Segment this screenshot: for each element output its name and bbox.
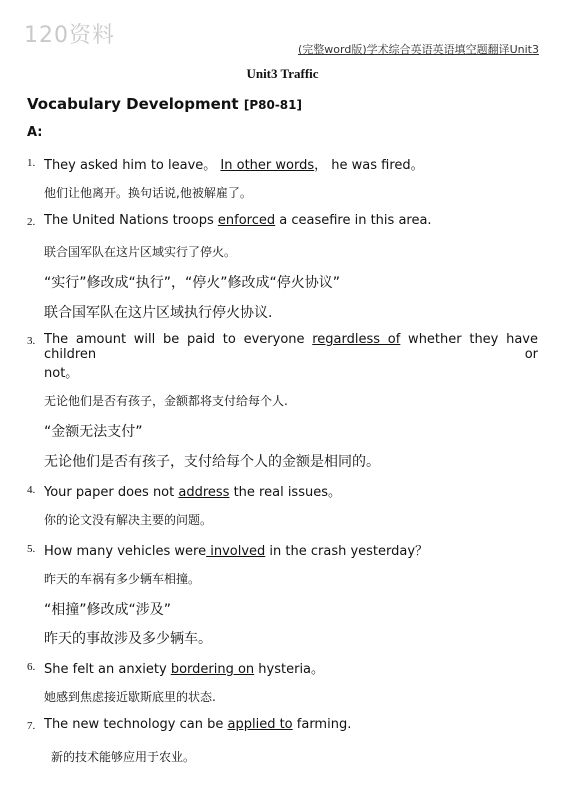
- item-translation: 无论他们是否有孩子，金额都将支付给每个人.: [44, 394, 288, 408]
- item-translation: 你的论文没有解决主要的问题。: [44, 513, 213, 527]
- item-translation: 联合国军队在这片区域实行了停火。: [44, 245, 237, 259]
- item-number: 7.: [27, 720, 36, 732]
- document-title: Unit3 Traffic: [246, 66, 319, 81]
- watermark: 120资料: [24, 23, 115, 48]
- item-sentence: She felt an anxiety bordering on hysteria。: [44, 662, 325, 677]
- item-sentence: Your paper does not address the real issues。: [44, 485, 341, 500]
- item-number: 4.: [27, 484, 36, 496]
- vocabulary-term: regardless of: [312, 332, 401, 347]
- item-number: 3.: [27, 335, 36, 347]
- item-sentence: The United Nations troops enforced a ceasefire in this area.: [44, 213, 432, 228]
- item-number: 5.: [27, 543, 36, 555]
- item-sentence-continuation: not。: [44, 366, 79, 381]
- vocabulary-term: involved: [206, 544, 266, 559]
- item-sentence: How many vehicles were involved in the crash yesterday？: [44, 544, 429, 559]
- revised-translation: 联合国军队在这片区域执行停火协议.: [44, 305, 273, 321]
- item-translation: 她感到焦虑接近歇斯底里的状态.: [44, 690, 216, 704]
- vocabulary-term: applied to: [227, 717, 293, 732]
- vocabulary-term: address: [178, 485, 230, 500]
- revision-note: “实行”修改成“执行”，“停火”修改成“停火协议”: [44, 275, 341, 291]
- vocabulary-term: enforced: [217, 213, 276, 228]
- item-translation: 新的技术能够应用于农业。: [51, 750, 196, 764]
- item-sentence: They asked him to leave。 In other words， he was fired。: [44, 158, 424, 173]
- revision-note: “金额无法支付”: [44, 424, 143, 440]
- item-translation: 他们让他离开。换句话说,他被解雇了。: [44, 186, 252, 200]
- item-number: 6.: [27, 661, 36, 673]
- document-header: (完整word版)学术综合英语英语填空题翻译Unit3: [297, 43, 539, 56]
- revised-translation: 无论他们是否有孩子，支付给每个人的金额是相同的。: [44, 454, 380, 470]
- subsection-label: A:: [27, 125, 43, 140]
- revision-note: “相撞”修改成“涉及”: [44, 602, 172, 618]
- item-sentence: The new technology can be applied to farming.: [44, 717, 352, 732]
- section-heading: Vocabulary Development [P80-81]: [27, 95, 302, 113]
- revised-translation: 昨天的事故涉及多少辆车。: [44, 631, 212, 647]
- item-translation: 昨天的车祸有多少辆车相撞。: [44, 572, 201, 586]
- item-number: 2.: [27, 216, 36, 228]
- item-number: 1.: [27, 157, 36, 169]
- page-range: [P80-81]: [243, 98, 302, 112]
- item-sentence: The amount will be paid to everyone regardless of whether they have children or: [44, 332, 539, 362]
- vocabulary-term: In other words: [220, 158, 315, 173]
- vocabulary-term: bordering on: [170, 662, 255, 677]
